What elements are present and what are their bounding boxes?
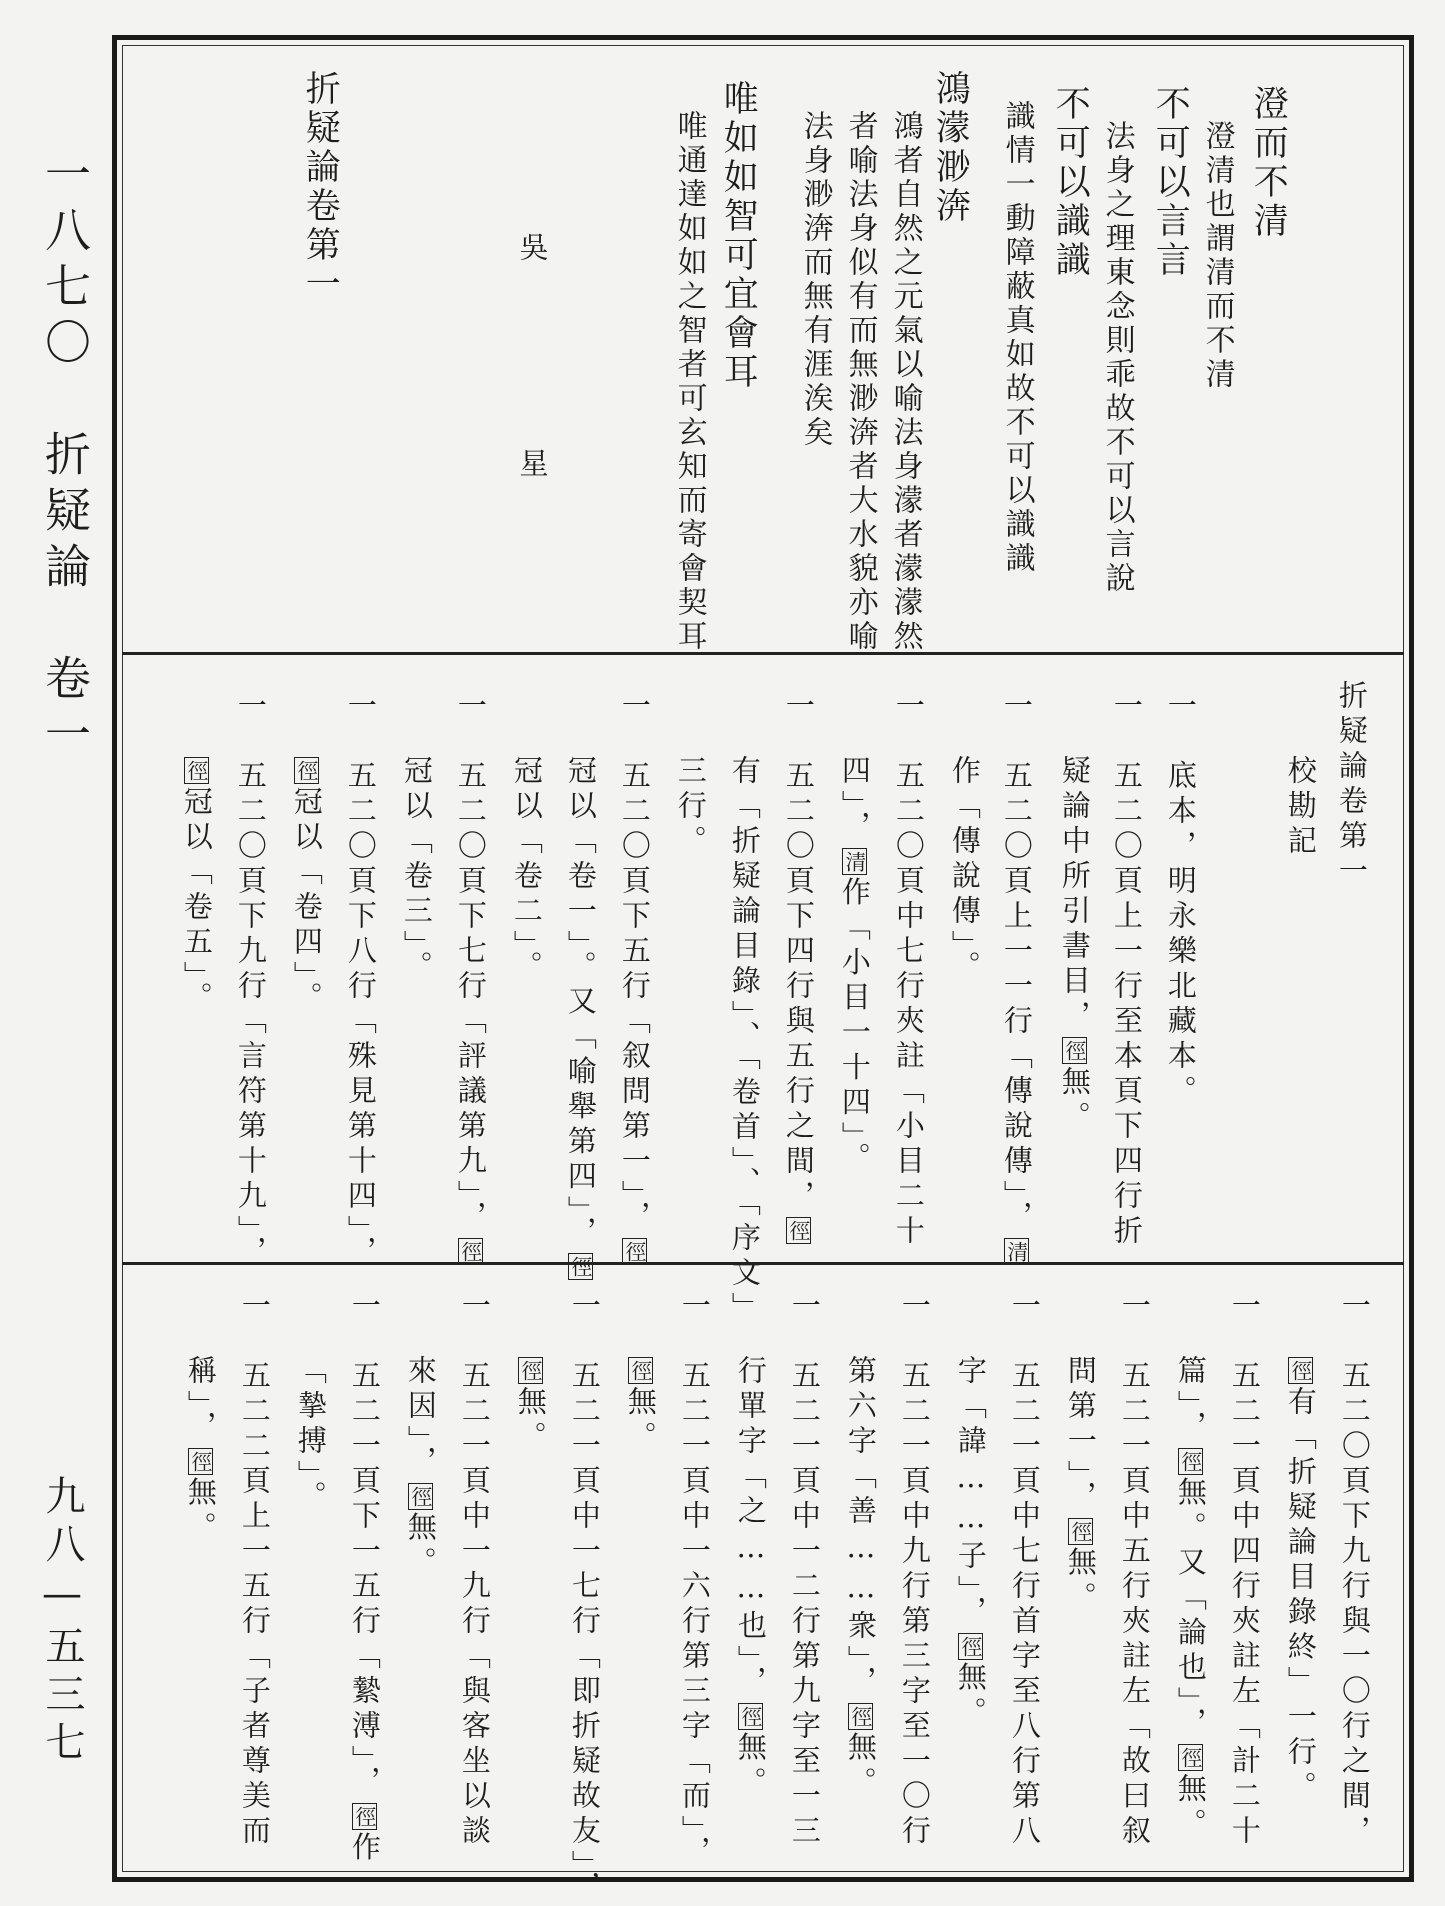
collation-note: 一 五二一頁下一五行「縶溥」，徑作: [347, 1290, 382, 1867]
source-mark-icon: 徑: [294, 757, 319, 784]
main-text-column: 鴻濛渺渀: [930, 70, 971, 226]
main-text-column: 澄而不清: [1248, 85, 1289, 241]
collation-note: 一 五二一頁中一七行「即折疑故友」，: [567, 1290, 602, 1906]
collation-note: 一 五二一頁中九行第三字至一〇行: [897, 1290, 932, 1850]
collation-note-cont: 問第一」，徑無。: [1063, 1355, 1098, 1617]
source-mark-icon: 徑: [1178, 1744, 1203, 1771]
collation-note: 一 五二〇頁上一行至本頁下四行折: [1109, 690, 1144, 1250]
collation-note-cont: 篇」，徑無。又「論也」，徑無。: [1173, 1355, 1208, 1843]
source-mark-icon: 徑: [352, 1803, 377, 1830]
collation-note: 一 五二〇頁中七行夾註「小目二十: [891, 690, 926, 1250]
collation-note-cont: 四」，清作「小目一十四」。: [837, 755, 872, 1177]
source-mark-icon: 徑: [188, 1448, 213, 1475]
collation-note: 一 五二一頁中四行夾註左「計二十: [1227, 1290, 1262, 1850]
main-text-column: 法身之理東念則乖故不可以言說: [1099, 120, 1135, 596]
collation-note: 一 五二〇頁下五行「叙問第一」，徑: [618, 690, 650, 1267]
collation-note: 一 五二〇頁下七行「評議第九」，徑: [454, 690, 486, 1267]
page-number: 九八—五三七: [39, 1475, 85, 1769]
collation-note: 一 五二一頁中五行夾註左「故曰叙: [1117, 1290, 1152, 1850]
collation-note: 一 五二〇頁下九行與一〇行之間，: [1337, 1290, 1372, 1850]
source-mark-icon: 徑: [958, 1633, 983, 1660]
collation-note-cont: 字「諱……子」，徑無。: [953, 1355, 988, 1732]
source-mark-icon: 徑: [184, 757, 209, 784]
main-text-column: 鴻者自然之元氣以喻法身濛者濛濛然: [887, 110, 923, 654]
source-mark-icon: 徑: [628, 1357, 653, 1384]
source-mark-icon: 清: [842, 848, 867, 875]
collation-subtitle: 校勘記: [1283, 755, 1318, 860]
collation-note: 一 底本，明永樂北藏本。: [1163, 690, 1198, 1110]
source-mark-icon: 徑: [458, 1238, 483, 1265]
collation-note: 一 五二〇頁上一一行「傳說傳」，清: [1000, 690, 1032, 1267]
source-mark-icon: 徑: [786, 1217, 811, 1244]
collation-note-cont: 三行。: [673, 755, 708, 860]
collation-note-cont: 徑無。: [514, 1355, 546, 1456]
source-mark-icon: 清: [1004, 1238, 1029, 1265]
main-text-column: 者喻法身似有而無渺渀者大水貌亦喻: [842, 110, 878, 654]
collation-note: 一 五二一頁中七行首字至八行第八: [1007, 1290, 1042, 1850]
main-text-column: 法身渺渀而無有涯涘矣: [797, 110, 833, 450]
section-divider-top: [122, 652, 1404, 655]
collation-note-cont: 作「傳說傳」。: [947, 755, 982, 986]
collation-note-cont: 徑冠以「卷四」。: [290, 755, 322, 1017]
source-mark-icon: 徑: [1068, 1518, 1093, 1545]
source-mark-icon: 徑: [408, 1483, 433, 1510]
carver-name: 吳: [515, 232, 550, 265]
collation-note-cont: 稱」，徑無。: [183, 1355, 218, 1547]
carver-name: 星: [515, 448, 550, 481]
main-text-column: 澄清也謂清而不清: [1199, 120, 1235, 392]
collation-note-cont: 冠以「卷二」。: [509, 755, 544, 986]
main-text-column: 唯通達如如之智者可玄知而寄會契耳: [671, 110, 707, 654]
collation-note: 一 五二一頁中一六行第三字「而」，: [677, 1290, 712, 1871]
source-mark-icon: 徑: [1062, 1037, 1087, 1064]
collation-note: 一 五二〇頁下八行「殊見第十四」，: [343, 690, 378, 1271]
collation-note-cont: 行單字「之……也」，徑無。: [733, 1355, 768, 1802]
source-mark-icon: 徑: [738, 1703, 763, 1730]
collation-note: 一 五二〇頁下四行與五行之間，徑: [782, 690, 814, 1246]
source-mark-icon: 徑: [568, 1253, 593, 1280]
collation-note-cont: 徑冠以「卷五」。: [180, 755, 212, 1017]
source-mark-icon: 徑: [518, 1357, 543, 1384]
collation-note-cont: 有「折疑論目錄」、「卷首」、「序文」: [727, 755, 762, 1327]
collation-note-cont: 第六字「善……衆」，徑無。: [843, 1355, 878, 1802]
collation-note-cont: 徑有「折疑論目錄終」一行。: [1284, 1355, 1316, 1806]
collation-note-cont: 徑無。: [624, 1355, 656, 1456]
collation-note-cont: 冠以「卷三」。: [399, 755, 434, 986]
source-mark-icon: 徑: [1178, 1448, 1203, 1475]
running-head: 一八七〇 折疑論 卷一: [38, 150, 92, 766]
main-text-column: 識情一動障蔽真如故不可以識識: [999, 100, 1035, 576]
fascicle-end-title: 折疑論卷第一: [300, 70, 341, 304]
collation-note-cont: 來因」，徑無。: [403, 1355, 438, 1582]
source-mark-icon: 徑: [1288, 1357, 1313, 1384]
source-mark-icon: 徑: [848, 1703, 873, 1730]
source-mark-icon: 徑: [622, 1238, 647, 1265]
collation-note-cont: 冠以「卷一」。又「喻舉第四」，徑: [564, 755, 596, 1282]
main-text-column: 不可以言言: [1150, 85, 1191, 280]
main-text-column: 唯如如智可宜會耳: [718, 80, 759, 392]
collation-note: 一 五二二頁上一五行「子者尊美而: [237, 1290, 272, 1850]
main-text-column: 不可以識識: [1050, 85, 1091, 280]
collation-note: 一 五二一頁中一二行第九字至一三: [787, 1290, 822, 1850]
collation-note-cont: 疑論中所引書目，徑無。: [1057, 755, 1092, 1136]
collation-note: 一 五二一頁中一九行「與客坐以談: [457, 1290, 492, 1850]
collation-title: 折疑論卷第一: [1334, 680, 1369, 890]
collation-note-cont: 「摯搏」。: [293, 1355, 328, 1516]
section-divider-bottom: [122, 1262, 1404, 1265]
collation-note: 一 五二〇頁下九行「言符第十九」，: [233, 690, 268, 1271]
